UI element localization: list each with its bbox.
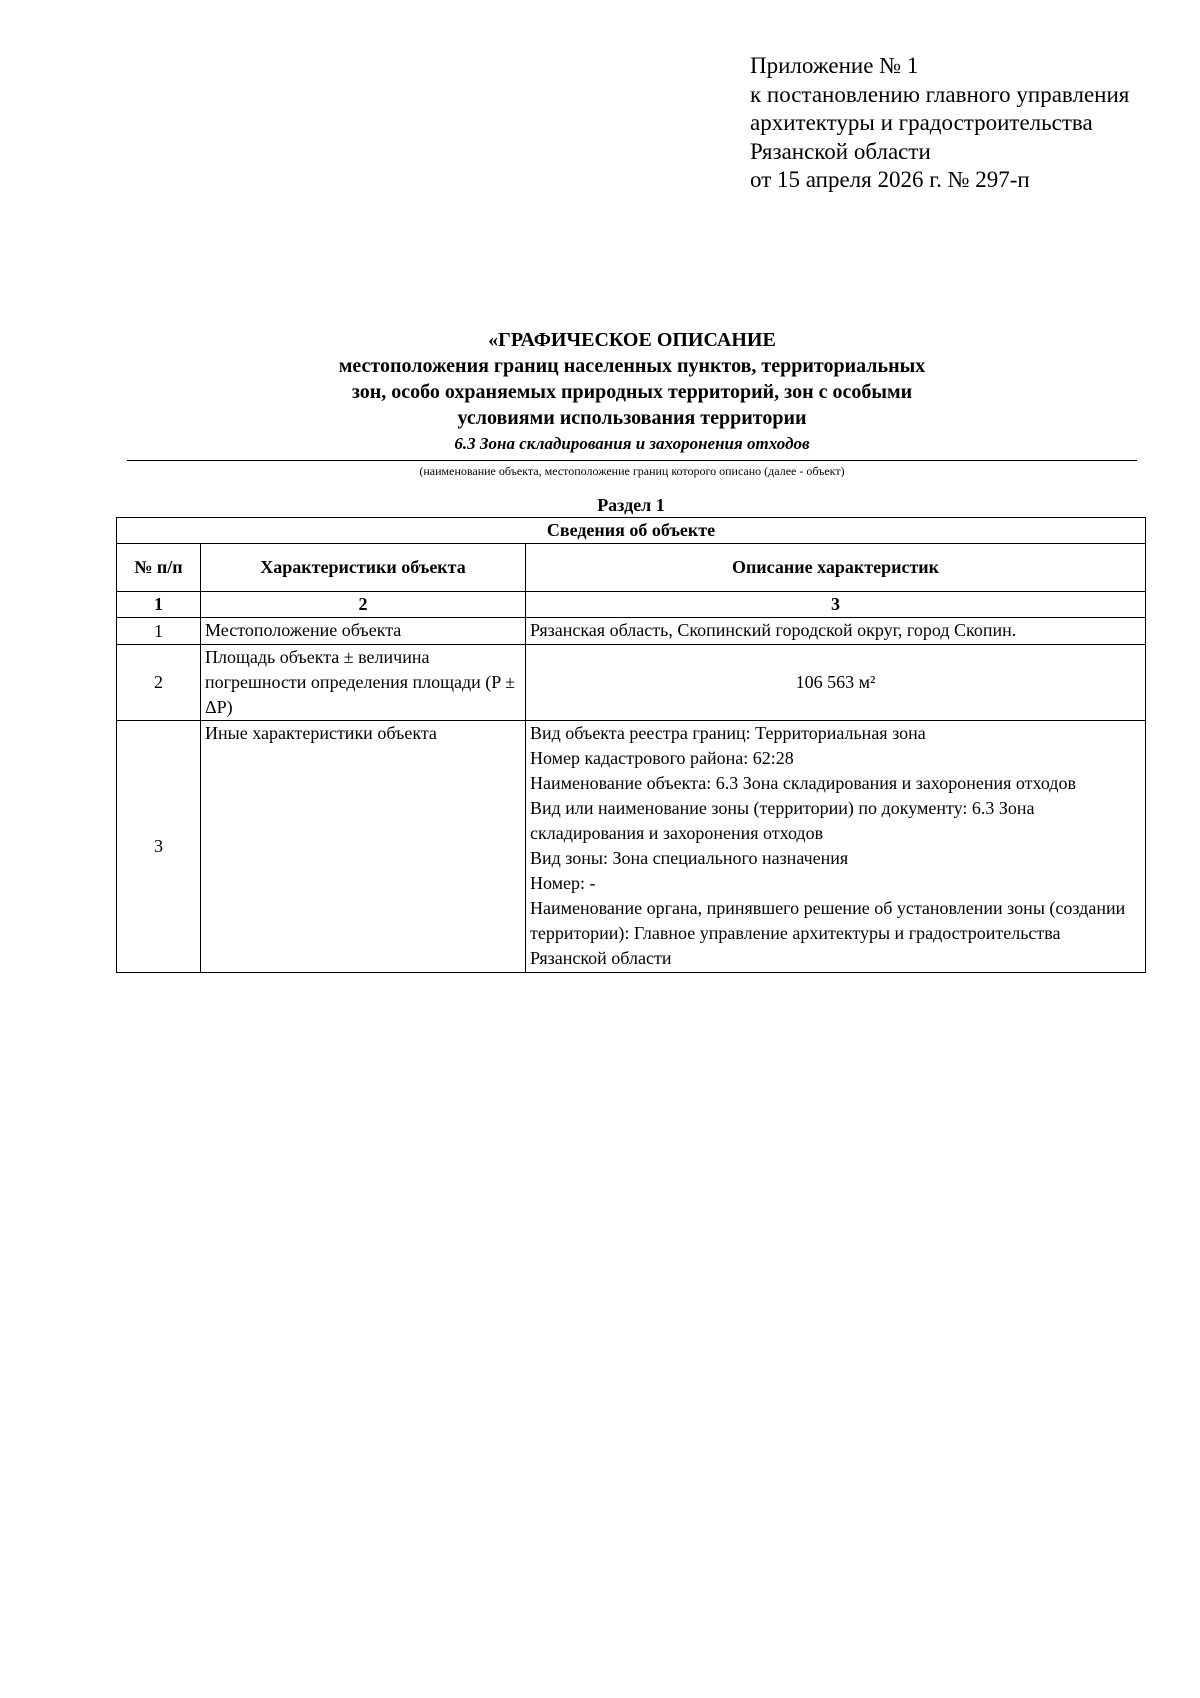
column-number: 2 bbox=[201, 592, 526, 618]
table-row bbox=[117, 721, 1146, 973]
header-characteristic: Характеристики объекта bbox=[201, 544, 526, 592]
row-number: 1 bbox=[117, 618, 201, 645]
table-title: Сведения об объекте bbox=[117, 518, 1146, 544]
appendix-line: Рязанской области bbox=[750, 138, 931, 164]
object-caption: (наименование объекта, местоположение границ которого описано (далее - объект) bbox=[419, 464, 845, 478]
row-characteristic: Площадь объекта ± величина погрешности определения площади (P ± ΔP) bbox=[201, 645, 526, 721]
description-line: Номер кадастрового района: 62:28 bbox=[530, 748, 794, 768]
title-line: условиями использования территории bbox=[457, 407, 807, 429]
appendix-line: от 15 апреля 2026 г. № 297-п bbox=[750, 167, 1030, 192]
title-line: местоположения границ населенных пунктов, территориальных bbox=[338, 355, 926, 377]
header-description: Описание характеристик bbox=[526, 544, 1146, 592]
description-line: Наименование объекта: 6.3 Зона складирования и захоронения отходов bbox=[530, 773, 1076, 793]
object-info-table bbox=[116, 517, 1146, 973]
appendix-line: архитектуры и градостроительства bbox=[750, 110, 1093, 135]
table-row bbox=[117, 618, 1146, 645]
table-header-row bbox=[117, 544, 1146, 592]
title-line: «ГРАФИЧЕСКОЕ ОПИСАНИЕ bbox=[488, 329, 776, 351]
column-number: 1 bbox=[117, 592, 201, 618]
row-number: 3 bbox=[117, 721, 201, 973]
table-row bbox=[117, 645, 1146, 721]
underline-rule bbox=[127, 460, 1137, 461]
appendix-line: к постановлению главного управления bbox=[750, 81, 1130, 107]
column-number-row bbox=[117, 592, 1146, 618]
row-characteristic: Местоположение объекта bbox=[201, 618, 526, 645]
table-title-row bbox=[117, 518, 1146, 544]
row-description: Рязанская область, Скопинский городской округ, город Скопин. bbox=[526, 618, 1146, 645]
section-title: Раздел 1 bbox=[597, 495, 665, 515]
header-no-label: № п/п bbox=[134, 557, 183, 577]
row-description: 106 563 м² bbox=[526, 645, 1146, 721]
row-characteristic: Иные характеристики объекта bbox=[201, 721, 526, 973]
description-line: Вид зоны: Зона специального назначения bbox=[530, 848, 849, 868]
description-line: Наименование органа, принявшего решение об установлении зоны (создании территории): Главное управление архитектуры и градостроительства Рязанской области bbox=[530, 898, 1126, 968]
description-line: Вид или наименование зоны (территории) по документу: 6.3 Зона складирования и захоронения отходов bbox=[530, 798, 1035, 843]
row-number: 2 bbox=[117, 645, 201, 721]
appendix-line: Приложение № 1 bbox=[750, 53, 919, 78]
object-name: 6.3 Зона складирования и захоронения отходов bbox=[454, 434, 810, 453]
title-line: зон, особо охраняемых природных территорий, зон с особыми bbox=[351, 381, 913, 403]
description-line: Номер: - bbox=[530, 873, 596, 893]
description-line: Вид объекта реестра границ: Территориальная зона bbox=[530, 723, 926, 743]
column-number: 3 bbox=[526, 592, 1146, 618]
document-title bbox=[127, 327, 1137, 431]
appendix-block bbox=[750, 52, 1170, 195]
header-no bbox=[117, 544, 201, 592]
row-description bbox=[526, 721, 1146, 973]
